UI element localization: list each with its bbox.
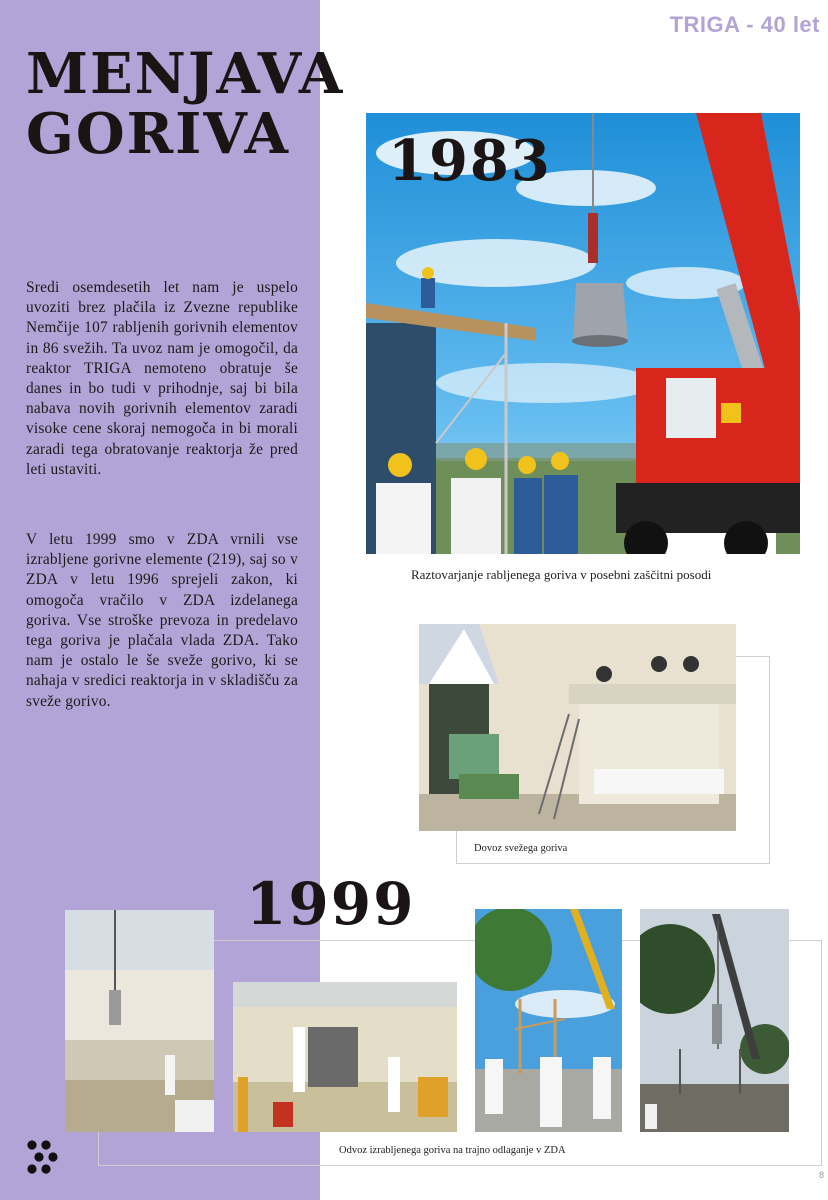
- year-1999-label: 1999: [246, 870, 416, 938]
- reactor-hall-crane-illustration: [65, 910, 214, 1132]
- fresh-fuel-caption: Dovoz svežega goriva: [474, 843, 568, 854]
- cask-lift-illustration: [640, 909, 789, 1132]
- photo-transfer-cask: [233, 982, 457, 1132]
- bottom-photos-caption: Odvoz izrabljenega goriva na trajno odlaganje v ZDA: [339, 1145, 566, 1156]
- reactor-hall-illustration: [419, 624, 736, 831]
- outdoor-crane-illustration: [475, 909, 622, 1132]
- title-line-1: MENJAVA: [26, 41, 345, 107]
- photo-outdoor-crane: [475, 909, 622, 1132]
- body-paragraph-2: V letu 1999 smo v ZDA vrnili vse izrabljene gorivne elemente (219), saj so v ZDA v letu 1996 sprejeli zakon, ki omogoča vračilo v ZDA izdelanega goriva. Vse stroške prevoza in predelavo tega goriva je plačala vlada ZDA. Tako nam je ostalo le še sveže gorivo, ki se nahaja v sredici reaktorja in v skladišču za sveže gorivo.: [26, 531, 298, 710]
- page-title: [26, 41, 345, 167]
- page-number: 8: [818, 1170, 824, 1180]
- photo-reactor-hall: [65, 910, 214, 1132]
- year-1983-label: 1983: [388, 128, 552, 194]
- fresh-fuel-photo: [419, 624, 736, 831]
- dots-logo-icon: [26, 1139, 58, 1175]
- body-paragraph-1: Sredi osemdesetih let nam je uspelo uvoziti brez plačila iz Zvezne republike Nemčije 107 rabljenih gorivnih elementov in 86 svežih. Ta uvoz nam je omogočil, da reaktor TRIGA nemoteno obratuje še danes in bo tudi v prihodnje, saj bi bila nabava novih gorivnih elementov zaradi visoke cene skoraj nemogoča in bi morali zaradi tega obratovanje reaktorja že pred leti ustaviti.: [26, 279, 298, 478]
- transfer-cask-illustration: [233, 982, 457, 1132]
- crane-photo-caption: Raztovarjanje rabljenega goriva v posebni zaščitni posodi: [411, 567, 712, 582]
- header-tag: TRIGA - 40 let: [669, 12, 820, 37]
- title-line-2: GORIVA: [26, 101, 290, 167]
- photo-cask-lift: [640, 909, 789, 1132]
